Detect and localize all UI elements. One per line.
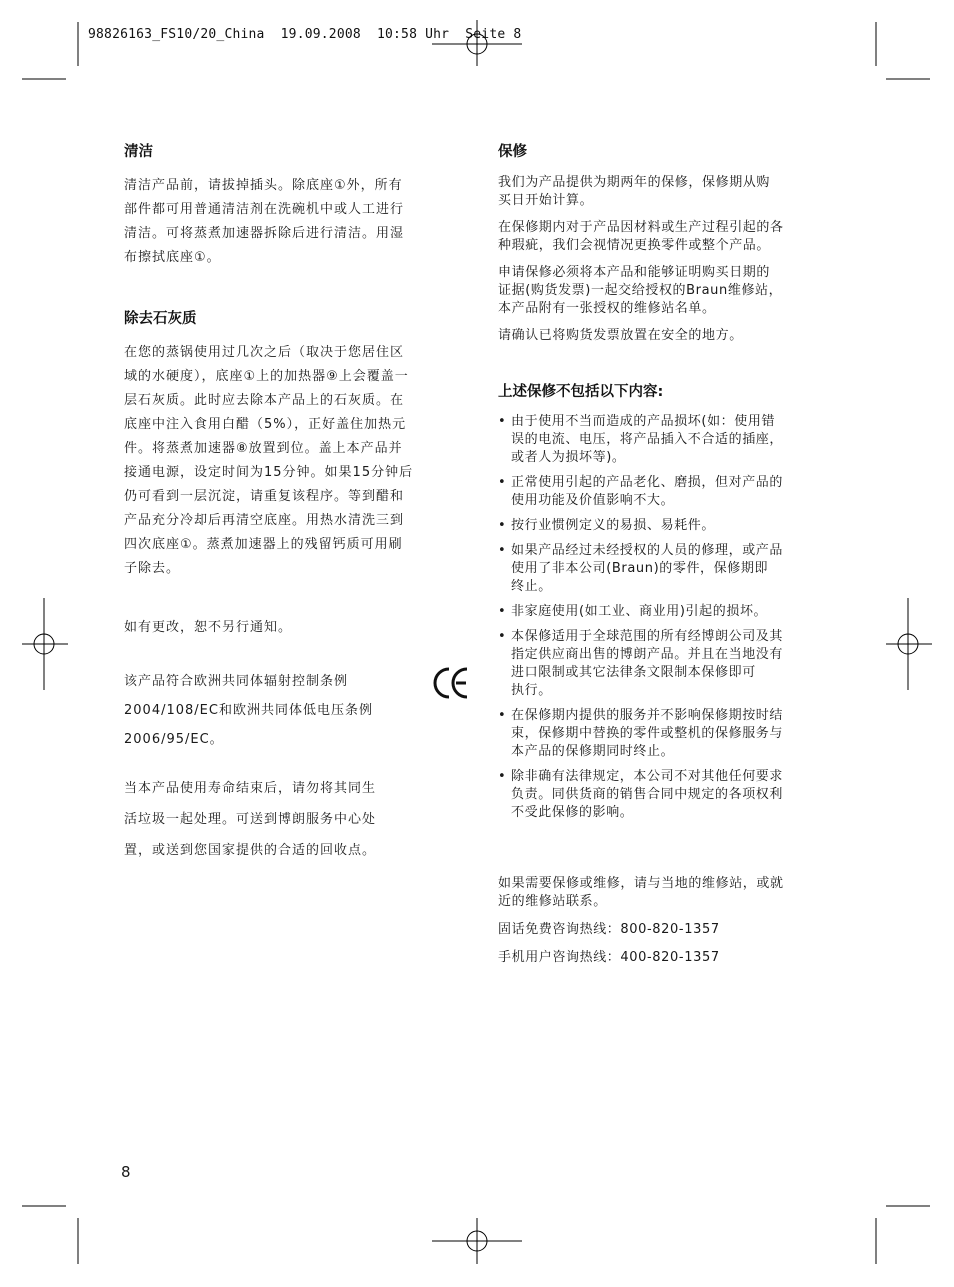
descaling-heading: 除去石灰质 xyxy=(124,311,197,327)
list-item-line: • 除非确有法律规定，本公司不对其他任何要求 xyxy=(511,769,784,784)
descaling-line: 域的水硬度），底座①上的加热器⑨上会覆盖一 xyxy=(124,369,409,384)
disposal-line: 置，或送到您国家提供的合适的回收点。 xyxy=(124,843,377,858)
ce-mark-logo xyxy=(432,664,470,702)
list-item xyxy=(498,517,834,535)
print-slug-line: 98826163_FS10/20_China 19.09.2008 10:58 Uhr Seite 8 xyxy=(88,27,522,42)
warranty-line: 证据(购货发票)一起交给授权的Braun维修站， xyxy=(498,283,783,298)
list-item xyxy=(498,413,834,467)
warranty-line: 在保修期内对于产品因材料或生产过程引起的各 xyxy=(498,220,784,235)
warranty-line: 我们为产品提供为期两年的保修，保修期从购 xyxy=(498,175,771,190)
list-item-line: • 正常使用引起的产品老化、磨损，但对产品的 xyxy=(511,475,784,490)
descaling-line: 四次底座①。蒸煮加速器上的残留钙质可用刷 xyxy=(124,537,403,552)
list-item-line: • 由于使用不当而造成的产品损坏(如：使用错 xyxy=(511,414,776,429)
compliance-line: 该产品符合欧洲共同体辐射控制条例 xyxy=(124,674,349,689)
landline-hotline: 固话免费咨询热线：800-820-1357 xyxy=(498,922,720,937)
list-item-line: 束，保修期中替换的零件或整机的保修服务与 xyxy=(511,726,784,741)
list-item-line: 使用了非本公司(Braun)的零件，保修期即 xyxy=(511,561,769,576)
list-item-line: • 本保修适用于全球范围的所有经博朗公司及其 xyxy=(511,629,784,644)
warranty-line: 买日开始计算。 xyxy=(498,193,594,208)
list-item-line: 使用功能及价值影响不大。 xyxy=(511,493,675,508)
change-notice: 如有更改，恕不另行通知。 xyxy=(124,620,293,635)
warranty-heading: 保修 xyxy=(498,144,527,160)
contact-section xyxy=(498,875,834,967)
mobile-hotline: 手机用户咨询热线：400-820-1357 xyxy=(498,950,720,965)
list-item-line: • 如果产品经过未经授权的人员的修理，或产品 xyxy=(511,543,784,558)
list-item xyxy=(498,768,834,822)
warranty-line: 申请保修必须将本产品和能够证明购买日期的 xyxy=(498,265,771,280)
disposal-line: 当本产品使用寿命结束后，请勿将其同生 xyxy=(124,781,377,796)
descaling-line: 件。将蒸煮加速器⑧放置到位。盖上本产品并 xyxy=(124,441,403,456)
list-item-line: 不受此保修的影响。 xyxy=(511,805,634,820)
list-item-line: • 非家庭使用(如工业、商业用)引起的损坏。 xyxy=(511,604,768,619)
descaling-line: 底座中注入食用白醋（5%），正好盖住加热元 xyxy=(124,417,407,432)
cleaning-line: 布擦拭底座①。 xyxy=(124,250,221,265)
left-column xyxy=(124,140,456,866)
list-item-line: 负责。同供货商的销售合同中规定的各项权利 xyxy=(511,787,784,802)
exclusions-list xyxy=(498,413,834,822)
list-item-line: • 在保修期内提供的服务并不影响保修期按时结 xyxy=(511,708,784,723)
registration-mark-top xyxy=(432,20,522,66)
right-column xyxy=(498,140,834,967)
descaling-line: 子除去。 xyxy=(124,561,181,576)
compliance-statement xyxy=(124,667,456,754)
list-item-line: 或者人为损坏等)。 xyxy=(511,450,626,465)
descaling-section xyxy=(124,307,456,581)
warranty-line: 请确认已将购货发票放置在安全的地方。 xyxy=(498,328,743,343)
descaling-line: 仍可看到一层沉淀，请重复该程序。等到醋和 xyxy=(124,489,405,504)
list-item-line: 执行。 xyxy=(511,683,552,698)
list-item xyxy=(498,474,834,510)
list-item xyxy=(498,628,834,700)
warranty-paragraph xyxy=(498,264,834,318)
list-item-line: 误的电流、电压，将产品插入不合适的插座， xyxy=(511,432,784,447)
contact-line: 如果需要保修或维修，请与当地的维修站，或就 xyxy=(498,876,784,891)
disposal-line: 活垃圾一起处理。可送到博朗服务中心处 xyxy=(124,812,377,827)
list-item xyxy=(498,603,834,621)
cleaning-heading: 清洁 xyxy=(124,144,153,160)
registration-mark-bottom xyxy=(432,1218,522,1264)
cleaning-line: 清洁产品前，请拔掉插头。除底座①外，所有 xyxy=(124,178,403,193)
descaling-line: 接通电源，设定时间为15分钟。如果15分钟后 xyxy=(124,465,414,480)
descaling-line: 产品充分冷却后再清空底座。用热水清洗三到 xyxy=(124,513,405,528)
registration-mark-right xyxy=(886,598,932,690)
warranty-section xyxy=(498,140,834,345)
list-item-line: 本产品的保修期同时终止。 xyxy=(511,744,675,759)
cleaning-line: 清洁。可将蒸煮加速器拆除后进行清洁。用湿 xyxy=(124,226,405,241)
descaling-line: 层石灰质。此时应去除本产品上的石灰质。在 xyxy=(124,393,405,408)
exclusions-section xyxy=(498,380,834,822)
page-number: 8 xyxy=(121,1163,131,1181)
warranty-paragraph xyxy=(498,219,834,255)
registration-mark-left xyxy=(22,598,68,690)
cleaning-section xyxy=(124,140,456,270)
warranty-paragraph xyxy=(498,174,834,210)
list-item-line: 终止。 xyxy=(511,579,552,594)
exclusions-heading: 上述保修不包括以下内容: xyxy=(498,384,664,400)
contact-line: 近的维修站联系。 xyxy=(498,894,607,909)
cleaning-line: 部件都可用普通清洁剂在洗碗机中或人工进行 xyxy=(124,202,405,217)
list-item-line: • 按行业惯例定义的易损、易耗件。 xyxy=(511,518,716,533)
descaling-line: 在您的蒸锅使用过几次之后（取决于您居住区 xyxy=(124,345,405,360)
disposal-statement xyxy=(124,773,456,866)
warranty-line: 本产品附有一张授权的维修站名单。 xyxy=(498,301,716,316)
compliance-line: 2004/108/EC和欧洲共同体低电压条例 xyxy=(124,703,373,718)
warranty-line: 种瑕疵，我们会视情况更换零件或整个产品。 xyxy=(498,238,771,253)
list-item-line: 进口限制或其它法律条文限制本保修即可 xyxy=(511,665,756,680)
warranty-paragraph xyxy=(498,327,834,345)
list-item xyxy=(498,707,834,761)
compliance-line: 2006/95/EC。 xyxy=(124,732,224,747)
list-item-line: 指定供应商出售的博朗产品。并且在当地没有 xyxy=(511,647,784,662)
list-item xyxy=(498,542,834,596)
